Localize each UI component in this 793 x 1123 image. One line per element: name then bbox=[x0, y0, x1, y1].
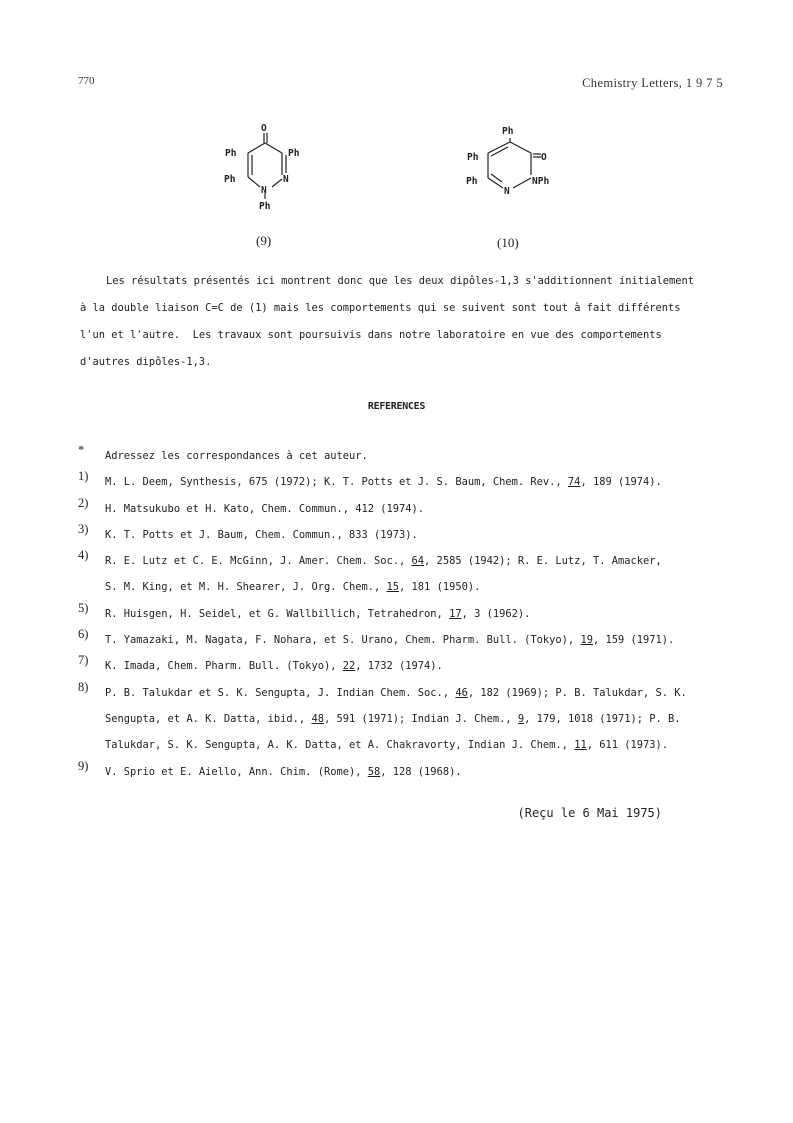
reference-text bbox=[105, 759, 718, 785]
structure-9-atom-o: O bbox=[261, 123, 267, 134]
reference-line bbox=[105, 443, 718, 469]
page-number: 770 bbox=[78, 75, 95, 87]
reference-volume: 9 bbox=[517, 712, 525, 725]
reference-segment: R. Huisgen, H. Seidel, et G. Wallbillich, Tetrahedron, bbox=[105, 607, 450, 620]
structure-10-atom-nph: NPh bbox=[532, 176, 550, 187]
reference-text bbox=[105, 680, 718, 759]
reference-number: 5) bbox=[78, 600, 89, 615]
reference-text bbox=[105, 469, 718, 495]
reference-line bbox=[105, 496, 718, 522]
reference-number: * bbox=[78, 443, 85, 457]
compound-label-9: (9) bbox=[256, 233, 272, 248]
reference-segment: , 189 (1974). bbox=[580, 476, 662, 489]
reference-volume: 11 bbox=[574, 739, 587, 752]
references-heading: REFERENCES bbox=[367, 401, 426, 412]
reference-segment: H. Matsukubo et H. Kato, Chem. Commun., 412 (1974). bbox=[105, 502, 425, 515]
reference-line bbox=[105, 759, 718, 785]
reference-segment: P. B. Talukdar et S. K. Sengupta, J. Indian Chem. Soc., bbox=[105, 686, 456, 699]
reference-line bbox=[105, 706, 718, 732]
reference-volume: 15 bbox=[386, 581, 400, 594]
reference-item bbox=[78, 496, 718, 522]
compound-label-10: (10) bbox=[497, 235, 519, 250]
reference-line bbox=[105, 627, 718, 653]
reference-segment: , 181 (1950). bbox=[399, 581, 481, 594]
reference-segment: S. M. King, et M. H. Shearer, J. Org. Chem., bbox=[105, 581, 387, 594]
reference-segment: , 128 (1968). bbox=[380, 765, 462, 778]
structure-9-atom-n-bottom: N bbox=[261, 185, 267, 196]
reference-text bbox=[105, 601, 718, 627]
reference-segment: V. Sprio et E. Aiello, Ann. Chim. (Rome), bbox=[105, 765, 368, 778]
reference-line bbox=[105, 522, 718, 548]
reference-line bbox=[105, 680, 718, 706]
journal-title: Chemistry Letters, 1 9 7 5 bbox=[582, 76, 723, 90]
paragraph-line: d'autres dipôles-1,3. bbox=[80, 356, 212, 368]
structure-9-atom-ph-bottom: Ph bbox=[259, 201, 271, 212]
reference-segment: M. L. Deem, Synthesis, 675 (1972); K. T. Potts et J. S. Baum, Chem. Rev., bbox=[105, 476, 568, 489]
reference-number: 1) bbox=[78, 469, 89, 484]
reference-volume: 17 bbox=[449, 607, 462, 620]
reference-segment: K. T. Potts et J. Baum, Chem. Commun., 833 (1973). bbox=[105, 528, 418, 541]
reference-item bbox=[78, 443, 718, 469]
reference-line bbox=[105, 601, 718, 627]
reference-volume: 22 bbox=[342, 660, 356, 673]
reference-text bbox=[105, 522, 718, 548]
reference-number: 9) bbox=[78, 758, 89, 773]
body-paragraph bbox=[80, 268, 706, 376]
structure-10-atom-ph-left-bottom: Ph bbox=[466, 176, 478, 187]
reference-number: 8) bbox=[78, 679, 89, 694]
reference-item bbox=[78, 469, 718, 495]
reference-volume: 46 bbox=[455, 686, 468, 699]
reference-segment: Adressez les correspondances à cet auteur. bbox=[105, 450, 368, 462]
structure-9-atom-ph-left-top: Ph bbox=[225, 148, 237, 159]
reference-volume: 19 bbox=[580, 634, 593, 647]
reference-segment: R. E. Lutz et C. E. McGinn, J. Amer. Chem. Soc., bbox=[105, 555, 412, 568]
reference-text bbox=[105, 443, 718, 469]
reference-segment: Talukdar, S. K. Sengupta, A. K. Datta, et A. Chakravorty, Indian J. Chem., bbox=[105, 739, 575, 752]
reference-segment: , 159 (1971). bbox=[592, 634, 675, 647]
chemical-structures bbox=[0, 110, 793, 260]
structure-9-atom-n-right: N bbox=[283, 174, 289, 185]
received-date: (Reçu le 6 Mai 1975) bbox=[517, 806, 662, 820]
reference-number: 6) bbox=[78, 627, 89, 642]
structure-9-drawing bbox=[215, 115, 315, 215]
reference-segment: , 2585 (1942); R. E. Lutz, T. Amacker, bbox=[424, 555, 662, 568]
reference-number: 4) bbox=[78, 548, 89, 563]
structure-9-atom-ph-right: Ph bbox=[288, 148, 300, 159]
reference-item bbox=[78, 627, 718, 653]
reference-number: 7) bbox=[78, 653, 89, 668]
reference-line bbox=[105, 574, 718, 600]
structure-10-atom-n: N bbox=[504, 186, 510, 197]
reference-item bbox=[78, 548, 718, 601]
reference-segment: , 591 (1971); Indian J. Chem., bbox=[323, 712, 518, 725]
reference-segment: K. Imada, Chem. Pharm. Bull. (Tokyo), bbox=[105, 660, 343, 673]
structure-10-atom-o: O bbox=[541, 152, 547, 163]
reference-item bbox=[78, 680, 718, 759]
paragraph-line: l'un et l'autre. Les travaux sont poursuivis dans notre laboratoire en vue des comportements bbox=[80, 329, 662, 341]
reference-segment: , 1732 (1974). bbox=[355, 660, 443, 673]
reference-segment: T. Yamazaki, M. Nagata, F. Nohara, et S. Urano, Chem. Pharm. Bull. (Tokyo), bbox=[105, 634, 581, 647]
reference-text bbox=[105, 496, 718, 522]
structure-10-atom-ph-top: Ph bbox=[502, 126, 514, 137]
reference-volume: 58 bbox=[367, 765, 381, 778]
references-list bbox=[78, 443, 718, 785]
reference-volume: 48 bbox=[311, 712, 324, 725]
structure-9 bbox=[215, 115, 315, 215]
reference-line bbox=[105, 653, 718, 679]
reference-volume: 74 bbox=[567, 476, 581, 489]
structure-10 bbox=[460, 122, 570, 212]
paragraph-line: à la double liaison C=C de (1) mais les comportements qui se suivent sont tout à fait différents bbox=[80, 302, 681, 314]
structure-10-drawing bbox=[460, 122, 570, 212]
reference-text bbox=[105, 627, 718, 653]
reference-line bbox=[105, 732, 718, 758]
reference-line bbox=[105, 548, 718, 574]
reference-segment: , 182 (1969); P. B. Talukdar, S. K. bbox=[467, 686, 687, 699]
reference-text bbox=[105, 653, 718, 679]
paragraph-line: Les résultats présentés ici montrent donc que les deux dipôles-1,3 s'additionnent initialement bbox=[106, 275, 695, 287]
structure-10-atom-ph-left-top: Ph bbox=[467, 152, 479, 163]
reference-item bbox=[78, 653, 718, 679]
reference-segment: , 611 (1973). bbox=[586, 739, 669, 752]
reference-item bbox=[78, 522, 718, 548]
reference-item bbox=[78, 601, 718, 627]
reference-number: 3) bbox=[78, 521, 89, 536]
reference-number: 2) bbox=[78, 495, 89, 510]
reference-line bbox=[105, 469, 718, 495]
reference-segment: Sengupta, et A. K. Datta, ibid., bbox=[105, 712, 312, 725]
reference-item bbox=[78, 759, 718, 785]
reference-text bbox=[105, 548, 718, 601]
reference-volume: 64 bbox=[411, 555, 425, 568]
structure-9-atom-ph-left-bottom: Ph bbox=[224, 174, 236, 185]
reference-segment: , 179, 1018 (1971); P. B. bbox=[524, 712, 681, 725]
reference-segment: , 3 (1962). bbox=[461, 607, 531, 620]
